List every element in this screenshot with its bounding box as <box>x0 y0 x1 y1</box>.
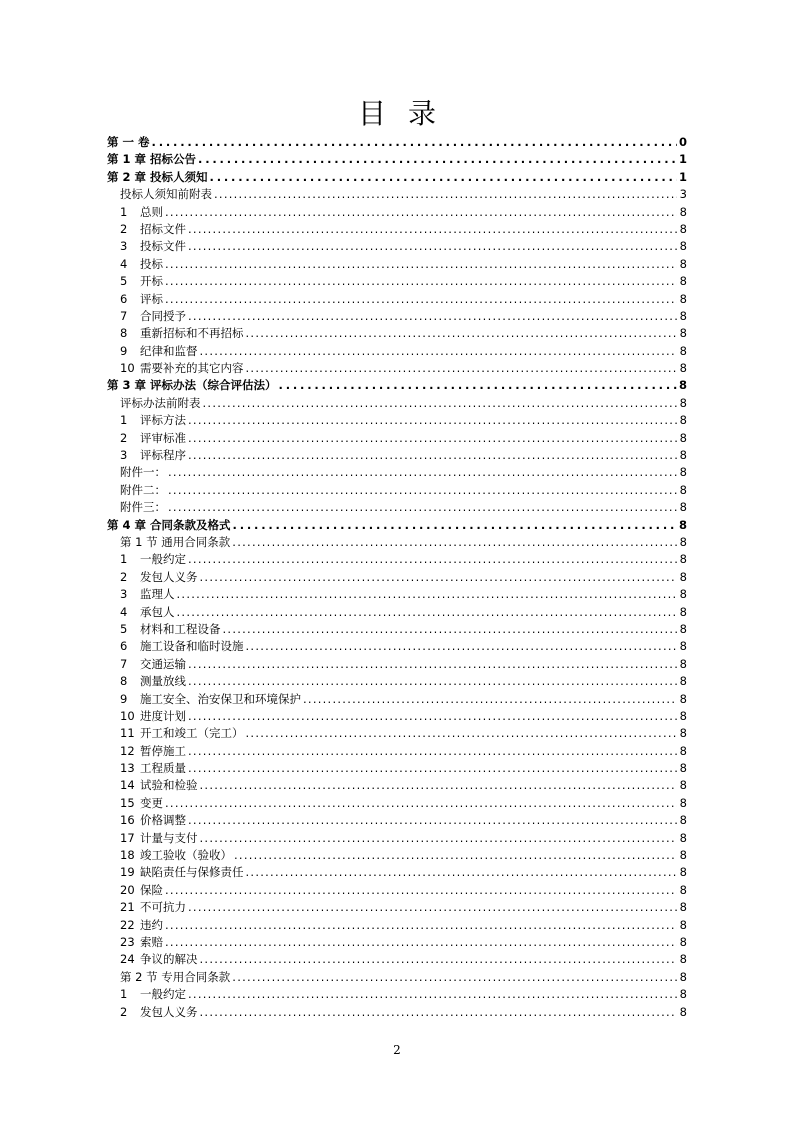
dot-leader <box>188 551 677 568</box>
toc-entry-text: 招标文件 <box>140 221 186 236</box>
toc-entry-label <box>120 847 232 864</box>
toc-entry-text: 违约 <box>140 917 163 932</box>
toc-entry[interactable] <box>107 673 687 690</box>
toc-entry-page: 8 <box>679 900 687 915</box>
toc-entry-page: 8 <box>679 987 687 1002</box>
dot-leader <box>198 151 677 168</box>
toc-entry-page: 8 <box>679 274 687 289</box>
dot-leader <box>165 273 677 290</box>
dot-leader <box>165 795 677 812</box>
dot-leader <box>188 656 677 673</box>
toc-entry-number: 21 <box>120 900 135 915</box>
toc-entry-number: 5 <box>120 621 128 636</box>
toc-entry-text: 附件二： <box>120 482 166 497</box>
toc-entry-text: 施工设备和临时设施 <box>140 639 244 654</box>
toc-entry-label <box>120 899 186 916</box>
toc-entry-page: 8 <box>679 813 687 828</box>
toc-entry-label <box>120 360 244 377</box>
toc-entry-text: 争议的解决 <box>140 952 198 967</box>
toc-entry-number: 1 <box>120 987 128 1002</box>
toc-entry[interactable] <box>107 951 687 968</box>
dot-leader <box>234 847 677 864</box>
toc-entry-label <box>120 621 221 638</box>
toc-entry-label <box>120 812 186 829</box>
toc-entry-page: 8 <box>679 239 687 254</box>
toc-entry[interactable] <box>107 830 687 847</box>
page-number: 2 <box>393 1043 401 1057</box>
dot-leader <box>188 221 677 238</box>
toc-entry-label <box>120 256 163 273</box>
toc-entry-label <box>107 377 277 394</box>
toc-entry-page: 8 <box>679 882 687 897</box>
toc-entry-text: 测量放线 <box>140 674 186 689</box>
toc-entry[interactable] <box>107 656 687 673</box>
toc-entry-text: 第 1 节 通用合同条款 <box>120 534 231 549</box>
toc-entry-text: 一般约定 <box>140 987 186 1002</box>
toc-entry-text: 价格调整 <box>140 813 186 828</box>
toc-entry-page: 8 <box>679 952 687 967</box>
dot-leader <box>200 343 678 360</box>
toc-entry-number: 3 <box>120 587 128 602</box>
toc-entry[interactable] <box>107 360 687 377</box>
toc-entry-number: 9 <box>120 691 128 706</box>
toc-entry-text: 第 3 章 评标办法（综合评估法） <box>107 378 277 393</box>
page-title: 目录 <box>357 97 458 130</box>
toc-entry[interactable] <box>107 377 687 394</box>
toc-entry-label <box>120 986 186 1003</box>
toc-entry-label <box>120 934 163 951</box>
toc-entry-label <box>120 725 244 742</box>
toc-entry-page: 1 <box>678 169 687 184</box>
dot-leader <box>188 673 677 690</box>
toc-entry[interactable] <box>107 743 687 760</box>
toc-entry-number: 8 <box>120 674 128 689</box>
toc-entry-number: 17 <box>120 830 135 845</box>
toc-entry-label <box>120 343 198 360</box>
dot-leader <box>232 969 677 986</box>
toc-entry-label <box>120 1004 198 1021</box>
toc-entry-text: 承包人 <box>140 604 175 619</box>
toc-entry[interactable] <box>107 725 687 742</box>
toc-entry-text: 试验和检验 <box>140 778 198 793</box>
toc-entry-page: 8 <box>679 552 687 567</box>
toc-entry-number: 3 <box>120 239 128 254</box>
toc-entry-number: 1 <box>120 552 128 567</box>
toc-entry-text: 交通运输 <box>140 656 186 671</box>
toc-entry-label <box>120 673 186 690</box>
toc-entry[interactable] <box>107 499 687 516</box>
toc-entry-label <box>107 169 208 186</box>
dot-leader <box>203 395 678 412</box>
dot-leader <box>200 1004 678 1021</box>
toc-entry-text: 评标方法 <box>140 413 186 428</box>
toc-entry-page: 8 <box>679 761 687 776</box>
toc-entry-label <box>120 586 175 603</box>
dot-leader <box>165 882 677 899</box>
dot-leader <box>200 830 678 847</box>
dot-leader <box>188 760 677 777</box>
toc-entry-label <box>120 186 212 203</box>
toc-entry-text: 总则 <box>140 204 163 219</box>
toc-entry-label <box>107 517 231 534</box>
toc-entry-label <box>120 221 186 238</box>
toc-entry[interactable] <box>107 691 687 708</box>
dot-leader <box>188 430 677 447</box>
toc-entry[interactable] <box>107 899 687 916</box>
toc-entry-page: 8 <box>679 482 687 497</box>
dot-leader <box>165 291 677 308</box>
toc-entry-page: 3 <box>679 187 687 202</box>
toc-entry-page: 8 <box>679 326 687 341</box>
toc-entry[interactable] <box>107 517 687 534</box>
toc-entry-label <box>120 917 163 934</box>
toc-entry-page: 8 <box>679 969 687 984</box>
toc-entry-number: 2 <box>120 221 128 236</box>
toc-entry-label <box>120 204 163 221</box>
dot-leader <box>165 934 677 951</box>
toc-entry-number: 7 <box>120 656 128 671</box>
toc-entry-number: 16 <box>120 813 135 828</box>
dot-leader <box>165 917 677 934</box>
toc-entry[interactable] <box>107 1004 687 1021</box>
toc-entry-number: 2 <box>120 569 128 584</box>
dot-leader <box>232 534 677 551</box>
dot-leader <box>188 743 677 760</box>
toc-entry-text: 评标 <box>140 291 163 306</box>
dot-leader <box>223 621 678 638</box>
toc-entry[interactable] <box>107 273 687 290</box>
toc-entry-label <box>107 151 196 168</box>
toc-entry-page: 8 <box>679 691 687 706</box>
toc-entry-text: 不可抗力 <box>140 900 186 915</box>
dot-leader <box>303 691 677 708</box>
toc-entry-text: 竣工验收（验收） <box>140 848 232 863</box>
toc-entry-text: 一般约定 <box>140 552 186 567</box>
toc-entry-text: 第 2 章 投标人须知 <box>107 169 208 184</box>
toc-entry-number: 2 <box>120 430 128 445</box>
dot-leader <box>246 864 678 881</box>
toc-entry-page: 8 <box>679 743 687 758</box>
toc-entry-label <box>120 951 198 968</box>
toc-entry[interactable] <box>107 447 687 464</box>
toc-entry-text: 投标 <box>140 256 163 271</box>
toc-entry-number: 3 <box>120 448 128 463</box>
toc-entry[interactable] <box>107 638 687 655</box>
toc-entry-label <box>120 430 186 447</box>
toc-entry-page: 8 <box>679 604 687 619</box>
toc-entry-page: 8 <box>679 291 687 306</box>
dot-leader <box>246 725 678 742</box>
toc-entry[interactable] <box>107 221 687 238</box>
toc-entry-label <box>120 395 201 412</box>
toc-entry-text: 投标人须知前附表 <box>120 187 212 202</box>
dot-leader <box>188 238 677 255</box>
dot-leader <box>233 517 677 534</box>
toc-entry[interactable] <box>107 186 687 203</box>
toc-entry[interactable] <box>107 482 687 499</box>
toc-entry-page: 8 <box>679 534 687 549</box>
toc-entry-page: 8 <box>679 587 687 602</box>
toc-entry-label <box>120 482 166 499</box>
toc-entry-text: 合同授予 <box>140 308 186 323</box>
toc-entry-label <box>120 882 163 899</box>
dot-leader <box>246 325 678 342</box>
toc-entry-page: 8 <box>679 865 687 880</box>
dot-leader <box>279 377 677 394</box>
toc-entry-label <box>120 969 230 986</box>
toc-entry-label <box>120 569 198 586</box>
toc-entry-page: 8 <box>679 361 687 376</box>
toc-entry-label <box>120 499 166 516</box>
toc-entry-page: 8 <box>679 621 687 636</box>
dot-leader <box>188 708 677 725</box>
toc-entry-label <box>120 464 166 481</box>
toc-entry-text: 进度计划 <box>140 708 186 723</box>
toc-entry[interactable] <box>107 586 687 603</box>
toc-entry[interactable] <box>107 412 687 429</box>
toc-entry-number: 18 <box>120 848 135 863</box>
toc-entry-number: 4 <box>120 256 128 271</box>
toc-entry-text: 计量与支付 <box>140 830 198 845</box>
toc-entry-page: 8 <box>679 569 687 584</box>
dot-leader <box>188 899 677 916</box>
toc-entry[interactable] <box>107 812 687 829</box>
toc-entry[interactable] <box>107 986 687 1003</box>
toc-entry-text: 工程质量 <box>140 761 186 776</box>
toc-entry-page: 8 <box>679 204 687 219</box>
toc-entry-page: 8 <box>679 848 687 863</box>
toc-entry-label <box>120 604 175 621</box>
toc-entry-label <box>120 534 230 551</box>
toc-entry-text: 投标文件 <box>140 239 186 254</box>
toc-entry-text: 施工安全、治安保卫和环境保护 <box>140 691 301 706</box>
toc-entry-page: 8 <box>679 656 687 671</box>
toc-entry-text: 发包人义务 <box>140 569 198 584</box>
toc-entry-page: 8 <box>679 308 687 323</box>
toc-entry-label <box>120 777 198 794</box>
toc-entry-label <box>120 447 186 464</box>
toc-entry[interactable] <box>107 604 687 621</box>
toc-entry-number: 23 <box>120 934 135 949</box>
toc-entry-page: 8 <box>679 778 687 793</box>
dot-leader <box>188 812 677 829</box>
toc-entry-number: 1 <box>120 204 128 219</box>
toc-entry-number: 10 <box>120 361 135 376</box>
toc-entry-page: 8 <box>679 395 687 410</box>
toc-entry-page: 8 <box>678 378 687 393</box>
toc-entry[interactable] <box>107 934 687 951</box>
toc-entry[interactable] <box>107 151 687 168</box>
toc-entry[interactable] <box>107 308 687 325</box>
toc-entry-text: 监理人 <box>140 587 175 602</box>
toc-entry-page: 8 <box>679 500 687 515</box>
dot-leader <box>246 360 678 377</box>
toc-entry-number: 14 <box>120 778 135 793</box>
toc-entry[interactable] <box>107 847 687 864</box>
toc-entry-label <box>120 638 244 655</box>
toc-entry-page: 8 <box>679 795 687 810</box>
toc-entry-page: 8 <box>679 708 687 723</box>
dot-leader <box>177 604 678 621</box>
toc-entry-number: 5 <box>120 274 128 289</box>
toc-entry-number: 8 <box>120 326 128 341</box>
dot-leader <box>188 412 677 429</box>
toc-entry-label <box>120 691 301 708</box>
toc-entry-text: 第 4 章 合同条款及格式 <box>107 517 231 532</box>
toc-entry-text: 缺陷责任与保修责任 <box>140 865 244 880</box>
toc-entry-text: 评审标准 <box>140 430 186 445</box>
toc-entry-label <box>120 273 163 290</box>
toc-entry-text: 重新招标和不再招标 <box>140 326 244 341</box>
toc-entry-text: 需要补充的其它内容 <box>140 361 244 376</box>
toc-entry-number: 1 <box>120 413 128 428</box>
toc-entry-label <box>120 656 186 673</box>
toc-entry-text: 附件三： <box>120 500 166 515</box>
toc-entry-text: 暂停施工 <box>140 743 186 758</box>
dot-leader <box>177 586 678 603</box>
toc-entry-page: 8 <box>679 726 687 741</box>
toc-entry-number: 6 <box>120 291 128 306</box>
toc-entry-number: 20 <box>120 882 135 897</box>
toc-entry-number: 7 <box>120 308 128 323</box>
toc-entry-number: 4 <box>120 604 128 619</box>
toc-entry-page: 8 <box>679 1004 687 1019</box>
toc-entry-page: 8 <box>679 413 687 428</box>
toc-entry[interactable] <box>107 708 687 725</box>
dot-leader <box>200 777 678 794</box>
dot-leader <box>200 951 678 968</box>
toc-entry-label <box>120 830 198 847</box>
toc-entry-page: 8 <box>679 343 687 358</box>
toc-entry[interactable] <box>107 343 687 360</box>
toc-entry-number: 15 <box>120 795 135 810</box>
toc-entry-text: 评标程序 <box>140 448 186 463</box>
toc-entry-number: 22 <box>120 917 135 932</box>
toc-entry-text: 第 1 章 招标公告 <box>107 152 197 167</box>
toc-entry[interactable] <box>107 430 687 447</box>
toc-entry-text: 保险 <box>140 882 163 897</box>
toc-entry[interactable] <box>107 395 687 412</box>
toc-entry[interactable] <box>107 917 687 934</box>
toc-entry-label <box>120 291 163 308</box>
toc-entry[interactable] <box>107 795 687 812</box>
toc-entry-number: 24 <box>120 952 135 967</box>
toc-entry-page: 8 <box>679 465 687 480</box>
toc-entry[interactable] <box>107 291 687 308</box>
toc-entry-label <box>120 412 186 429</box>
dot-leader <box>188 447 677 464</box>
toc-entry-text: 纪律和监督 <box>140 343 198 358</box>
toc-entry-text: 变更 <box>140 795 163 810</box>
toc-entry-number: 13 <box>120 761 135 776</box>
toc-entry[interactable] <box>107 864 687 881</box>
toc-entry-text: 附件一： <box>120 465 166 480</box>
dot-leader <box>188 308 677 325</box>
toc-entry-text: 评标办法前附表 <box>120 395 201 410</box>
dot-leader <box>168 499 677 516</box>
dot-leader <box>168 464 677 481</box>
table-of-contents <box>107 134 687 1021</box>
toc-entry-number: 10 <box>120 708 135 723</box>
toc-entry[interactable] <box>107 621 687 638</box>
toc-entry-number: 9 <box>120 343 128 358</box>
toc-entry-text: 发包人义务 <box>140 1004 198 1019</box>
toc-entry[interactable] <box>107 464 687 481</box>
toc-entry-label <box>120 551 186 568</box>
toc-entry[interactable] <box>107 569 687 586</box>
dot-leader <box>200 569 678 586</box>
toc-entry-number: 6 <box>120 639 128 654</box>
toc-entry[interactable] <box>107 134 687 151</box>
toc-entry-page: 8 <box>679 256 687 271</box>
toc-entry-label <box>120 760 186 777</box>
toc-entry-text: 材料和工程设备 <box>140 621 221 636</box>
toc-entry[interactable] <box>107 169 687 186</box>
dot-leader <box>168 482 677 499</box>
toc-entry-label <box>120 795 163 812</box>
toc-entry-label <box>120 743 186 760</box>
toc-entry-number: 19 <box>120 865 135 880</box>
dot-leader <box>188 986 677 1003</box>
toc-entry-page: 8 <box>679 448 687 463</box>
toc-entry[interactable] <box>107 882 687 899</box>
toc-entry-text: 第 一 卷 <box>107 135 150 149</box>
dot-leader <box>214 186 677 203</box>
toc-entry[interactable] <box>107 777 687 794</box>
toc-entry-text: 索赔 <box>140 934 163 949</box>
toc-entry[interactable] <box>107 534 687 551</box>
toc-entry[interactable] <box>107 204 687 221</box>
toc-entry-page: 8 <box>679 430 687 445</box>
toc-entry[interactable] <box>107 760 687 777</box>
toc-entry-label <box>120 308 186 325</box>
toc-entry-page: 8 <box>679 934 687 949</box>
toc-entry-page: 1 <box>678 152 687 167</box>
toc-entry[interactable] <box>107 325 687 342</box>
toc-entry[interactable] <box>107 256 687 273</box>
toc-entry-page: 8 <box>679 917 687 932</box>
toc-entry-label <box>120 325 244 342</box>
toc-entry-number: 2 <box>120 1004 128 1019</box>
toc-entry-label <box>120 238 186 255</box>
toc-entry-text: 开工和竣工（完工） <box>140 726 244 741</box>
toc-entry-label <box>107 134 150 151</box>
toc-entry[interactable] <box>107 238 687 255</box>
dot-leader <box>165 204 677 221</box>
toc-entry-page: 8 <box>679 830 687 845</box>
dot-leader <box>152 134 677 151</box>
toc-entry-page: 8 <box>679 674 687 689</box>
toc-entry-page: 8 <box>678 517 687 532</box>
dot-leader <box>246 638 678 655</box>
dot-leader <box>165 256 677 273</box>
toc-entry-label <box>120 708 186 725</box>
toc-entry-number: 12 <box>120 743 135 758</box>
toc-entry-page: 8 <box>679 221 687 236</box>
toc-entry-number: 11 <box>120 726 135 741</box>
toc-entry-text: 第 2 节 专用合同条款 <box>120 969 231 984</box>
toc-entry[interactable] <box>107 551 687 568</box>
toc-entry-text: 开标 <box>140 274 163 289</box>
toc-entry-label <box>120 864 244 881</box>
toc-entry[interactable] <box>107 969 687 986</box>
toc-entry-page: 8 <box>679 639 687 654</box>
toc-entry-page: 0 <box>678 135 687 149</box>
dot-leader <box>210 169 677 186</box>
